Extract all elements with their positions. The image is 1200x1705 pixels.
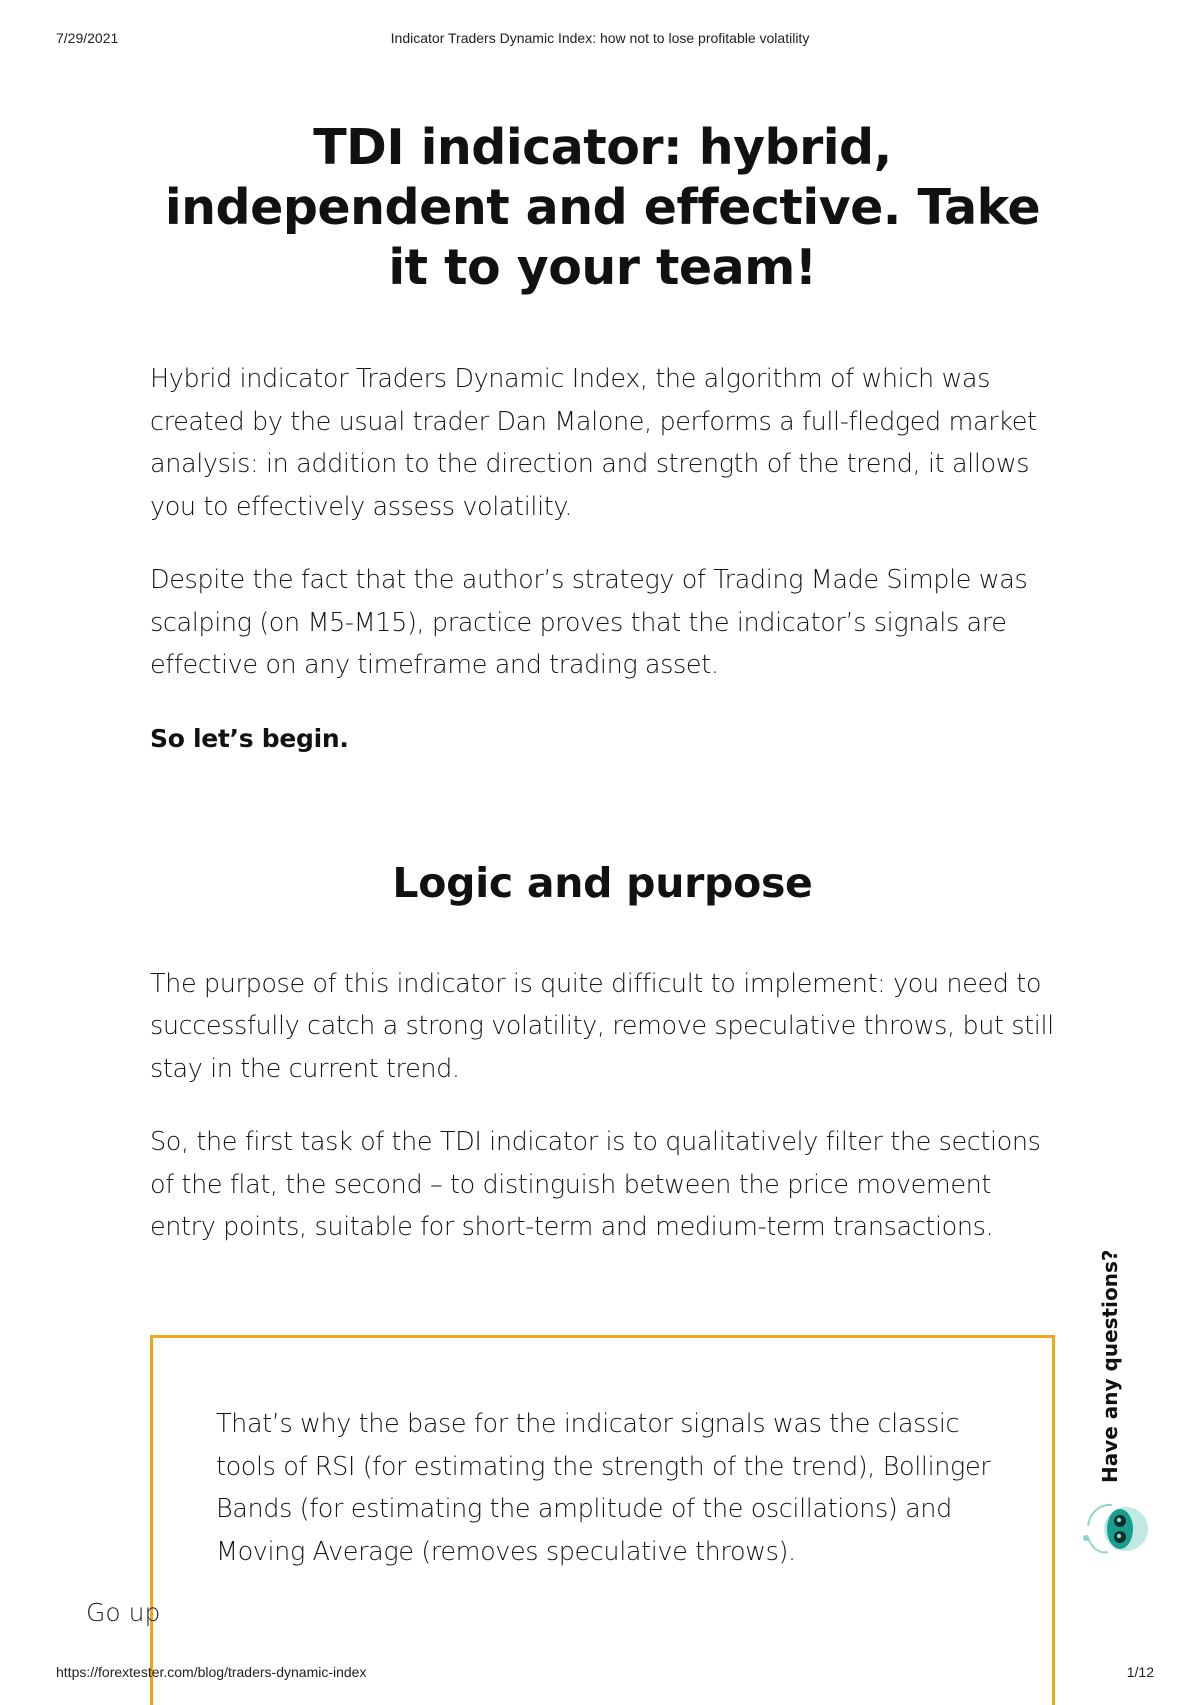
paragraph-strategy: Despite the fact that the author’s strategy of Trading Made Simple was scalping (on M5-M15), practice proves that the indicator’s signals are effective on any timeframe and trading asset. xyxy=(150,565,1028,680)
page-number: 1/12 xyxy=(1126,1664,1154,1680)
article-title: TDI indicator: hybrid, independent and effective. Take it to your team! xyxy=(164,119,1041,296)
paragraph-purpose: The purpose of this indicator is quite difficult to implement: you need to successfully catch a strong volatility, remove speculative throws, but still stay in the current trend. xyxy=(150,968,1054,1084)
lead-text: So let’s begin. xyxy=(150,723,349,753)
chat-widget-button[interactable] xyxy=(1082,1494,1152,1564)
highlight-text: That’s why the base for the indicator signals was the classic tools of RSI (for estimating the strength of the trend), Bollinger Bands (for estimating the amplitude of the oscillations) and Moving Average (removes speculative throws). xyxy=(216,1409,991,1567)
print-page-title: Indicator Traders Dynamic Index: how not to lose profitable volatility xyxy=(390,30,810,46)
paragraph-task: So, the first task of the TDI indicator is to qualitatively filter the sections of the flat, the second – to distinguish between the price movement entry points, suitable for short-term and medium-term transactions. xyxy=(150,1127,1041,1242)
print-url: https://forextester.com/blog/traders-dynamic-index xyxy=(56,1664,367,1680)
chat-bot-icon xyxy=(1082,1494,1152,1564)
article xyxy=(150,118,1055,1280)
print-date: 7/29/2021 xyxy=(56,30,119,46)
highlight-box xyxy=(150,1335,1055,1705)
section-heading: Logic and purpose xyxy=(392,858,813,907)
go-up-link[interactable]: Go up xyxy=(86,1598,161,1627)
paragraph-intro: Hybrid indicator Traders Dynamic Index, the algorithm of which was created by the usual trader Dan Malone, performs a full-fledged market analysis: in addition to the direction and strength of the trend, it allows you to effectively assess volatility. xyxy=(150,364,1037,522)
have-questions-tab[interactable]: Have any questions? xyxy=(1098,1249,1122,1483)
